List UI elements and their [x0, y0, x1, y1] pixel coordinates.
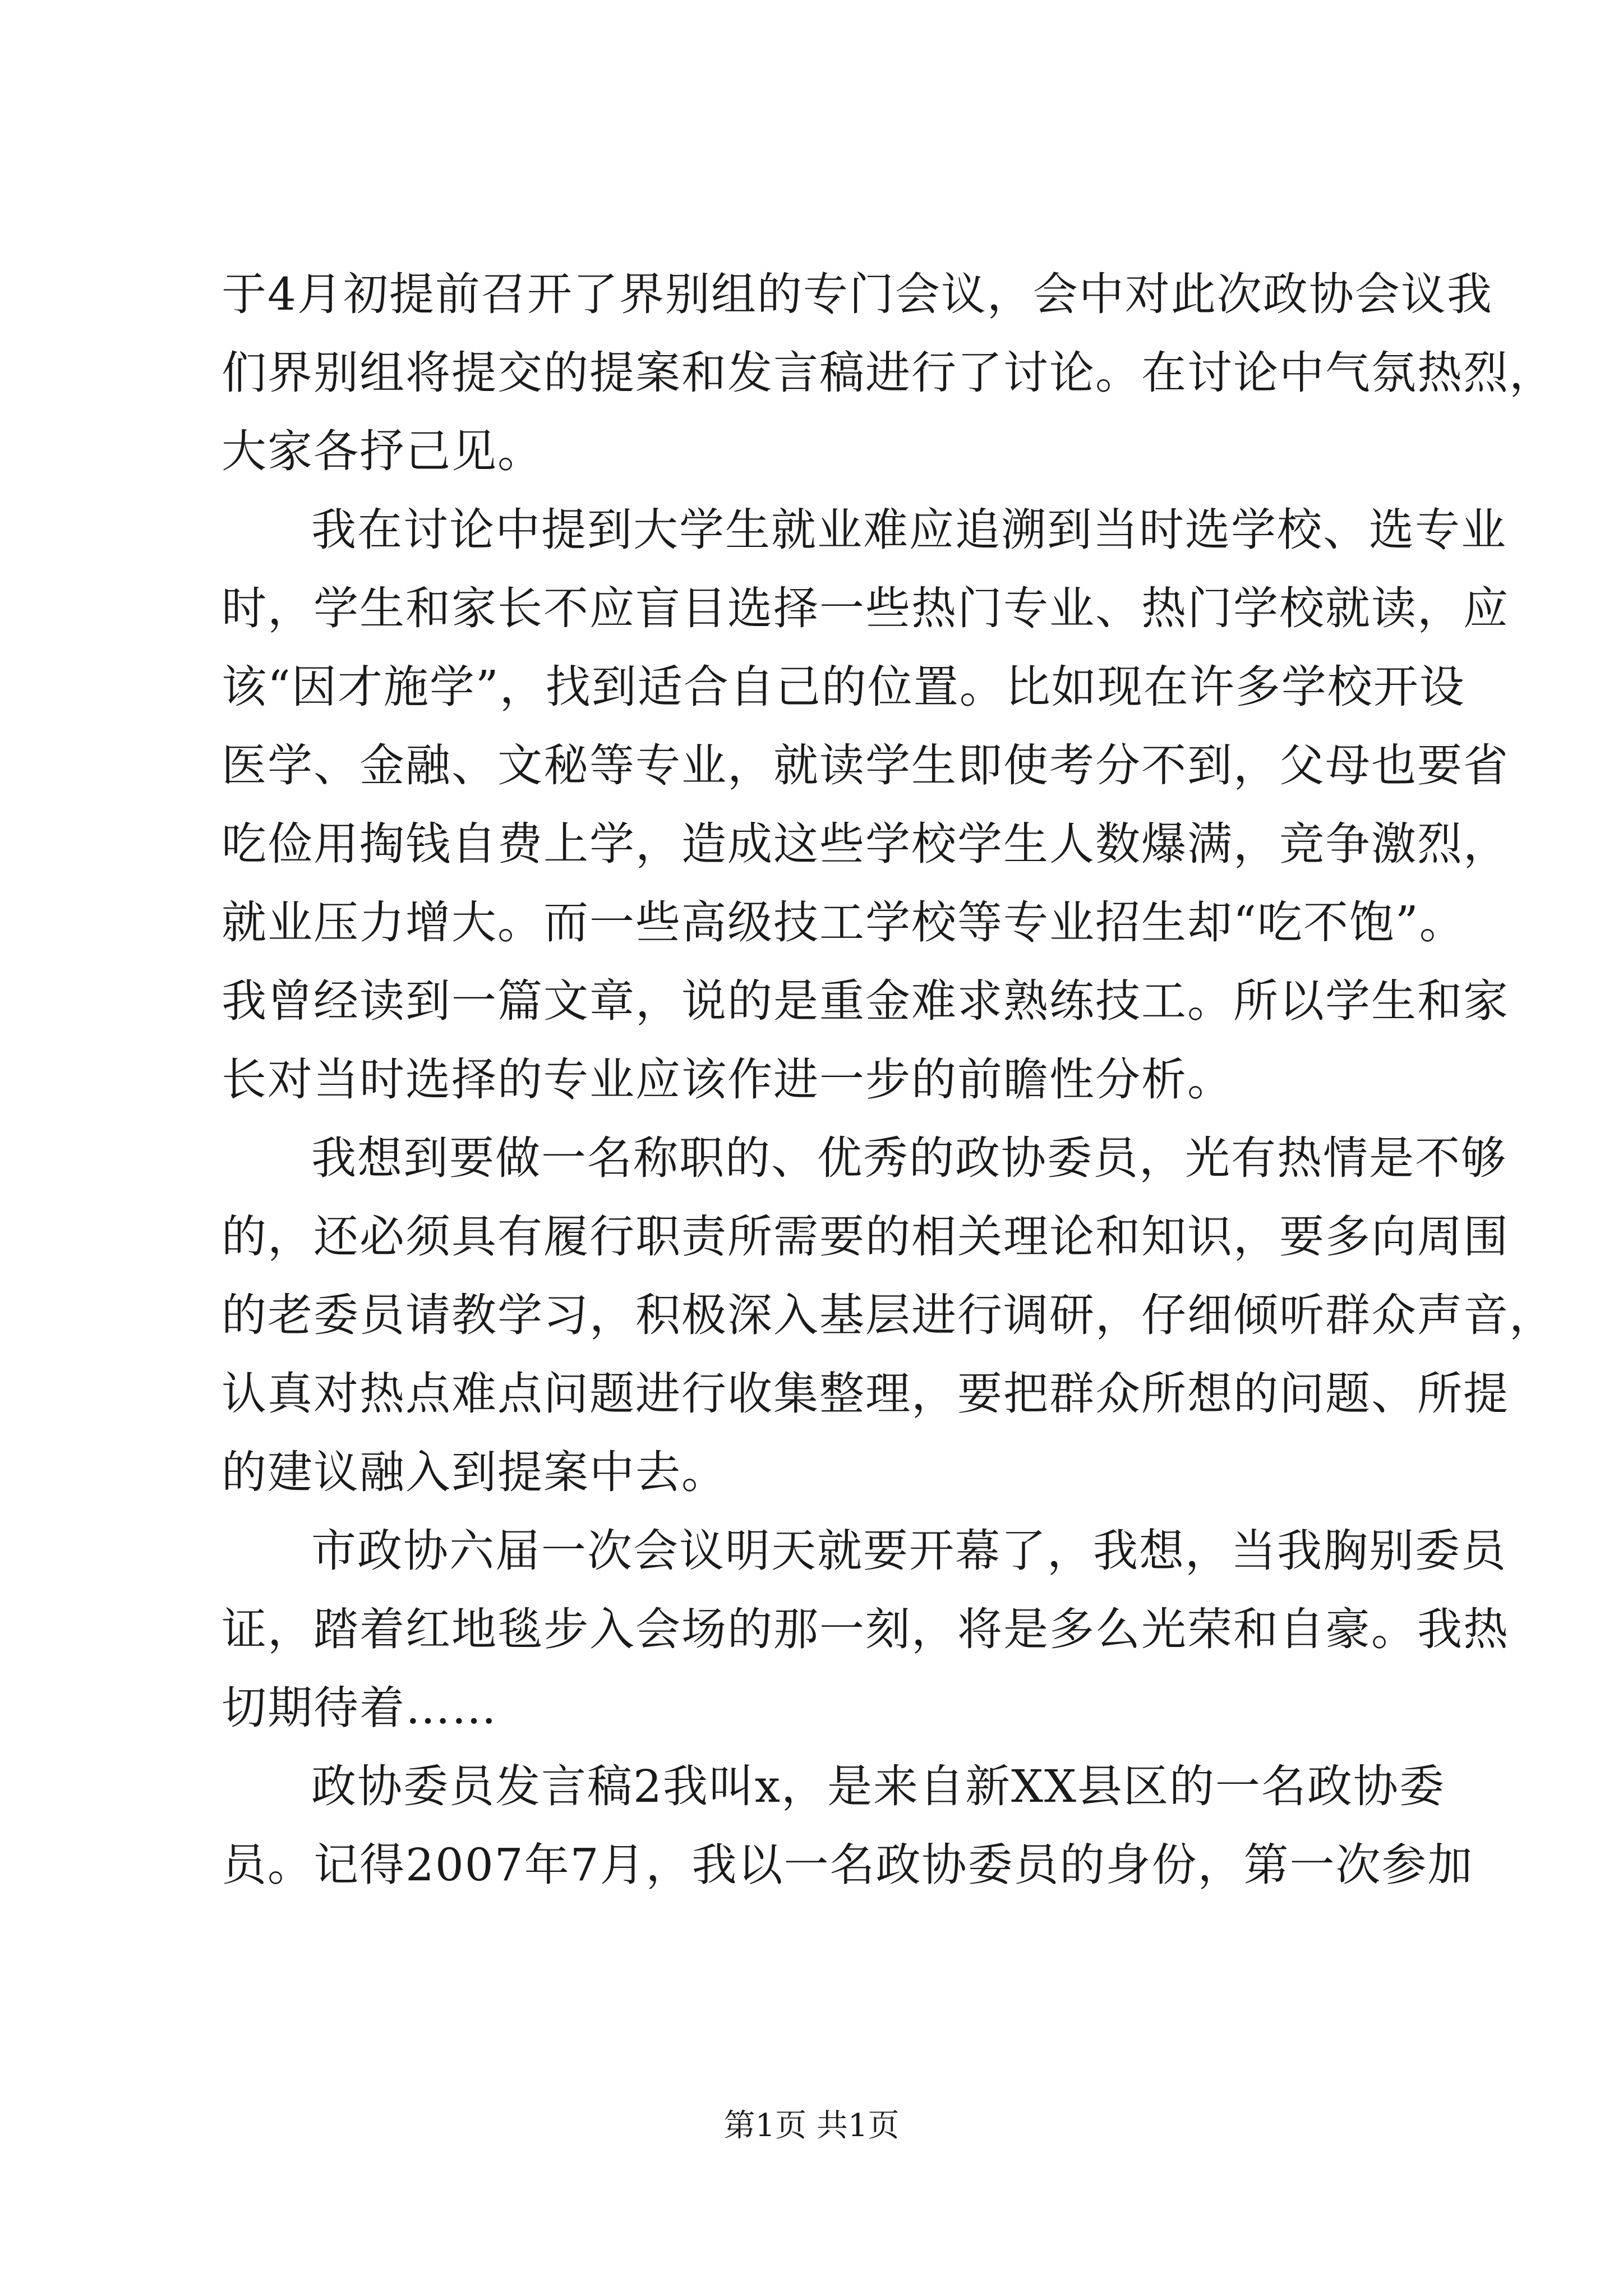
text-line: 的老委员请教学习，积极深入基层进行调研，仔细倾听群众声音， — [222, 1289, 1555, 1341]
text-line: 于4月初提前召开了界别组的专门会议，会中对此次政协会议我 — [222, 268, 1493, 320]
text-line: 医学、金融、文秘等专业，就读学生即使考分不到，父母也要省 — [222, 739, 1509, 792]
text-line: 我曾经读到一篇文章，说的是重金难求熟练技工。所以学生和家 — [222, 975, 1509, 1027]
text-line: 切期待着…… — [222, 1682, 497, 1734]
text-line: 认真对热点难点问题进行收集整理，要把群众所想的问题、所提 — [222, 1368, 1509, 1420]
document-body — [222, 255, 1555, 1904]
text-line: 市政协六届一次会议明天就要开幕了，我想，当我胸别委员 — [311, 1525, 1507, 1577]
text-line: 我想到要做一名称职的、优秀的政协委员，光有热情是不够 — [311, 1132, 1507, 1184]
text-line: 该“因才施学”，找到适合自己的位置。比如现在许多学校开设 — [222, 661, 1465, 713]
text-line: 我在讨论中提到大学生就业难应追溯到当时选学校、选专业 — [311, 504, 1507, 556]
text-line: 的，还必须具有履行职责所需要的相关理论和知识，要多向周围 — [222, 1211, 1509, 1263]
page-footer: 第1页 共1页 — [723, 2108, 900, 2144]
text-line: 吃俭用掏钱自费上学，造成这些学校学生人数爆满，竞争激烈， — [222, 818, 1509, 870]
text-line: 的建议融入到提案中去。 — [222, 1446, 727, 1498]
text-line: 政协委员发言稿2我叫x，是来自新XX县区的一名政协委 — [311, 1760, 1445, 1812]
text-line: 长对当时选择的专业应该作进一步的前瞻性分析。 — [222, 1053, 1233, 1106]
text-line: 们界别组将提交的提案和发言稿进行了讨论。在讨论中气氛热烈， — [222, 347, 1555, 399]
text-line: 大家各抒己见。 — [222, 425, 543, 477]
text-line: 就业压力增大。而一些高级技工学校等专业招生却“吃不饱”。 — [222, 896, 1465, 949]
text-line: 员。记得2007年7月，我以一名政协委员的身份，第一次参加 — [222, 1839, 1474, 1891]
text-line: 时，学生和家长不应盲目选择一些热门专业、热门学校就读，应 — [222, 582, 1509, 634]
text-line: 证，踏着红地毯步入会场的那一刻，将是多么光荣和自豪。我热 — [222, 1603, 1509, 1655]
